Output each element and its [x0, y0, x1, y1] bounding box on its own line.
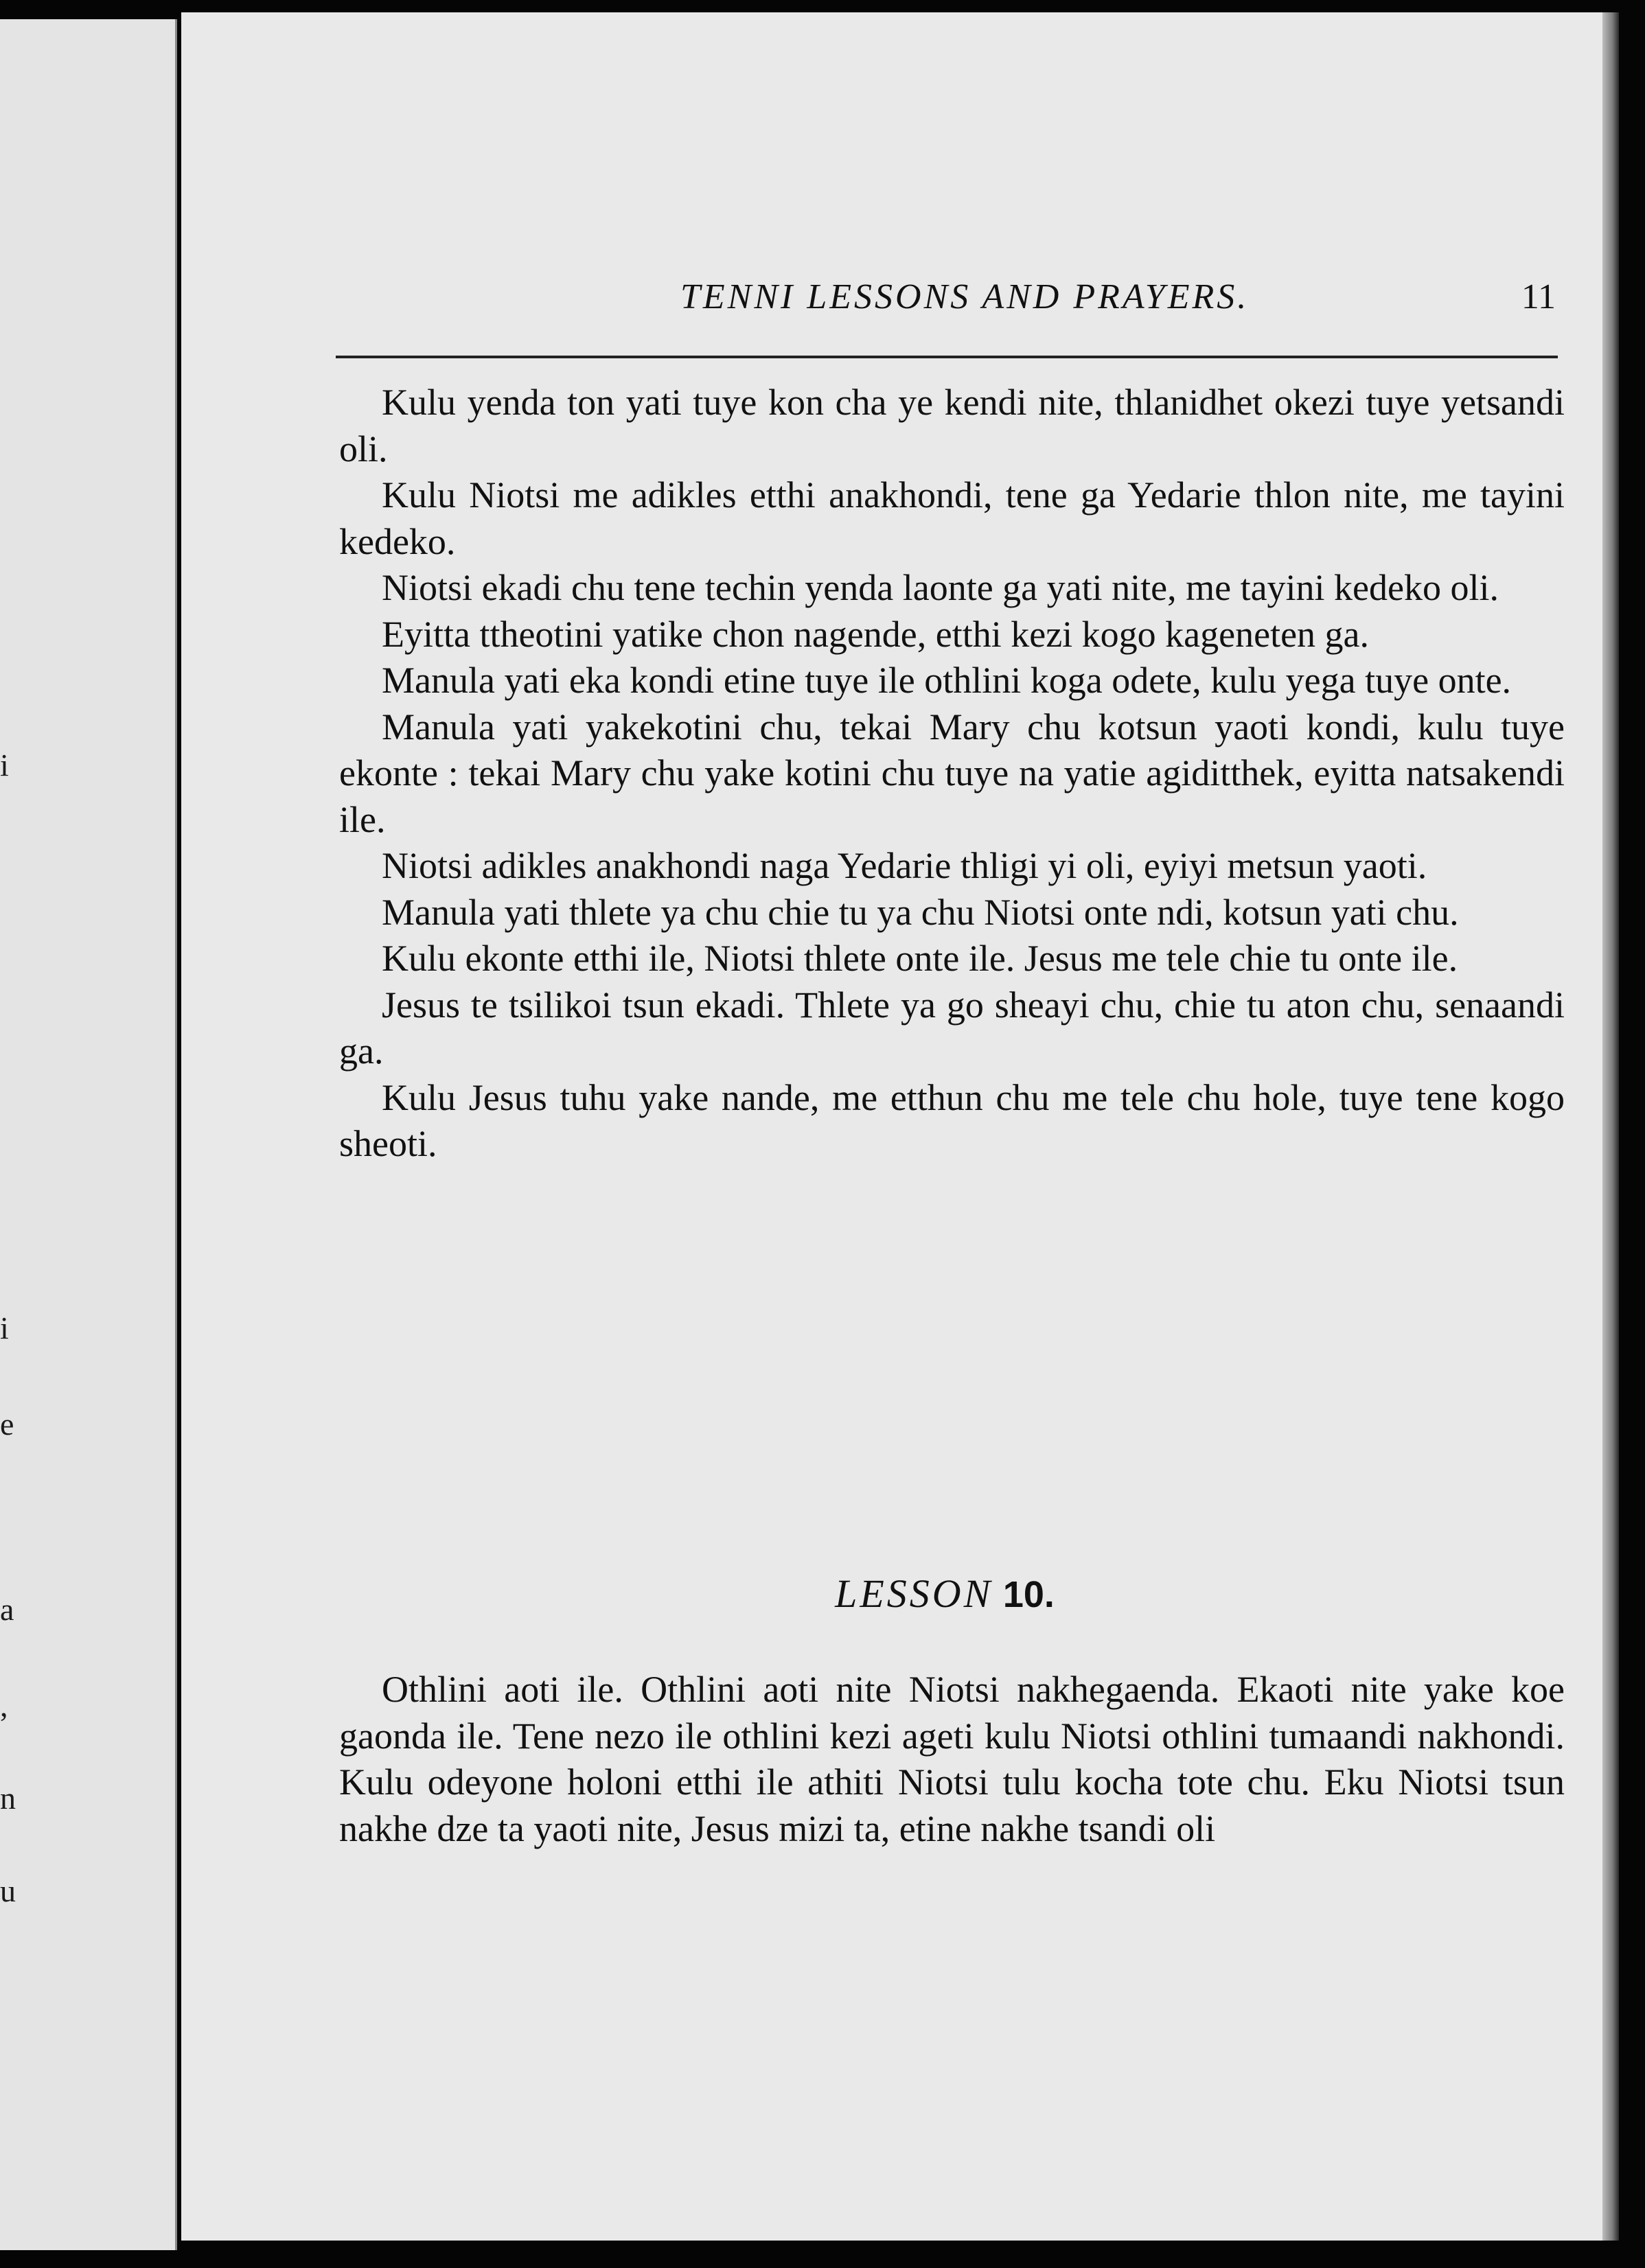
paragraph: Eyitta ttheotini yatike chon nagende, etthi kezi kogo kageneten ga. [382, 613, 1370, 655]
running-header [334, 277, 1556, 332]
paragraph: Niotsi adikles anakhondi naga Yedarie thligi yi oli, eyiyi metsun yaoti. [382, 845, 1427, 886]
paragraph: Kulu Niotsi me adikles etthi anakhondi, tene ga Yedarie thlon nite, me tayini kedeko. [339, 474, 1565, 562]
lesson-heading [334, 1571, 1556, 1617]
margin-fragment: u [0, 1873, 16, 1908]
paragraph: Jesus te tsilikoi tsun ekadi. Thlete ya go sheayi chu, chie tu aton chu, senaandi ga. [339, 984, 1565, 1072]
body-text [339, 380, 1565, 1168]
paragraph: Niotsi ekadi chu tene techin yenda laonte ga yati nite, me tayini kedeko oli. [382, 567, 1499, 608]
margin-fragment: i [0, 1310, 9, 1345]
page-number: 11 [1521, 277, 1556, 316]
paragraph: Kulu yenda ton yati tuye kon cha ye kendi nite, thlanidhet okezi tuye yetsandi oli. [339, 382, 1565, 470]
paragraph: Kulu ekonte etthi ile, Niotsi thlete onte ile. Jesus me tele chie tu onte ile. [382, 938, 1458, 979]
book-page [181, 12, 1602, 2241]
paragraph: Manula yati thlete ya chu chie tu ya chu Niotsi onte ndi, kotsun yati chu. [382, 891, 1459, 933]
margin-fragment: e [0, 1407, 14, 1442]
page-edge [1602, 12, 1619, 2241]
facing-page [0, 19, 177, 2250]
page-gutter [175, 19, 177, 2250]
paragraph: Kulu Jesus tuhu yake nande, me etthun chu me tele chu hole, tuye tene kogo sheoti. [339, 1076, 1565, 1164]
margin-fragment: i [0, 748, 9, 783]
lesson-heading-number: 10. [1002, 1574, 1055, 1615]
lesson-text [339, 1667, 1565, 1852]
paragraph: Manula yati yakekotini chu, tekai Mary chu kotsun yaoti kondi, kulu tuye ekonte : tekai Mary chu yake kotini chu tuye na yatie agiditthek, eyitta natsakendi ile. [339, 706, 1565, 840]
margin-fragment: a [0, 1592, 14, 1627]
margin-fragment: , [0, 1688, 8, 1723]
lesson-heading-word: LESSON [835, 1571, 993, 1616]
paragraph: Manula yati eka kondi etine tuye ile othlini koga odete, kulu yega tuye onte. [382, 660, 1512, 701]
header-rule [336, 356, 1558, 358]
lesson-paragraph: Othlini aoti ile. Othlini aoti nite Niotsi nakhegaenda. Ekaoti nite yake koe gaonda ile. Tene nezo ile othlini kezi ageti kulu Niotsi othlini tumaandi nakhondi. Kulu odeyone holoni etthi ile athiti Niotsi tulu kocha tote chu. Eku Niotsi tsun nakhe dze ta yaoti nite, Jesus mizi ta, etine nakhe tsandi oli [339, 1669, 1565, 1849]
margin-fragment: n [0, 1781, 16, 1816]
running-title: TENNI LESSONS AND PRAYERS. [680, 277, 1250, 316]
facing-page-text-fragments [0, 19, 27, 2250]
